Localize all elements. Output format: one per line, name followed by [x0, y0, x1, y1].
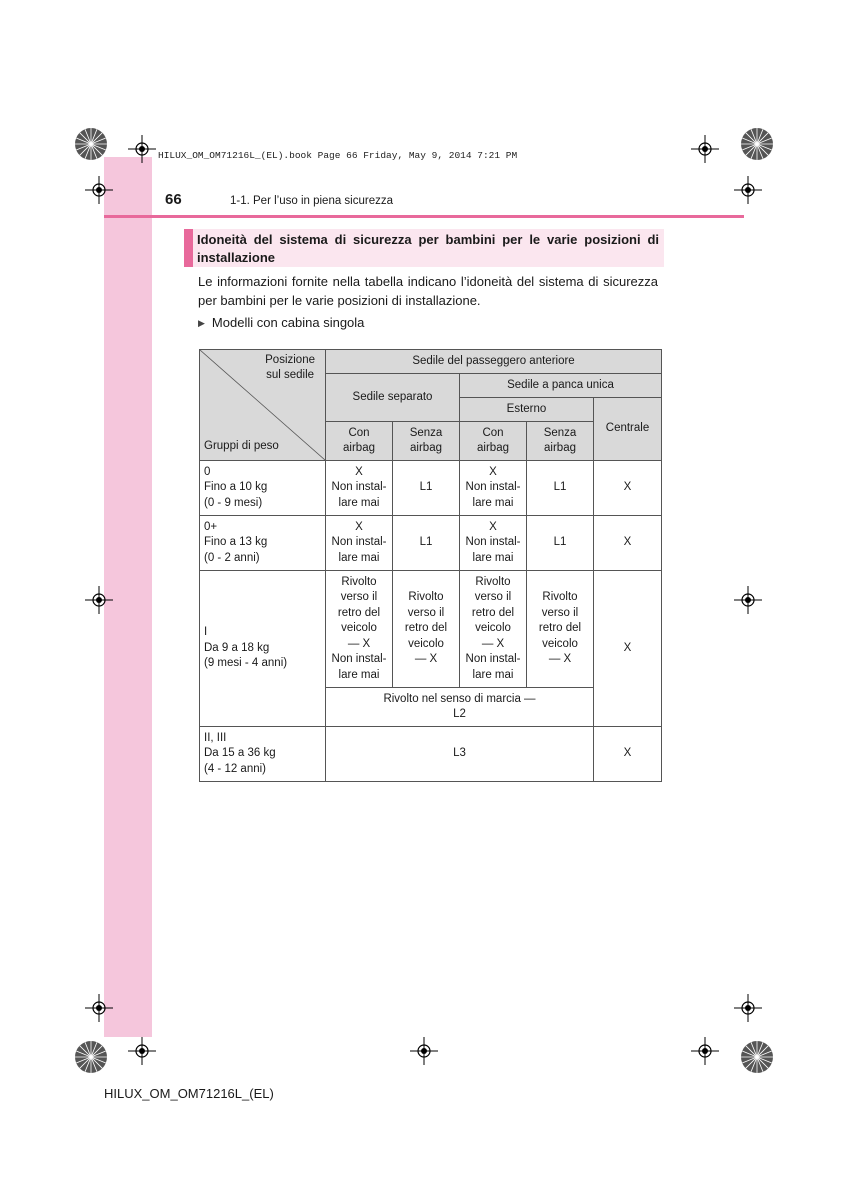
- compatibility-cell: Rivolto verso il retro del veicolo — X Non instal- lare mai: [326, 571, 393, 688]
- compatibility-cell: X: [594, 571, 662, 727]
- starburst-target-icon: [74, 127, 108, 161]
- registration-mark-icon: [410, 1037, 438, 1065]
- compatibility-cell: X Non instal- lare mai: [460, 516, 527, 571]
- registration-mark-icon: [85, 994, 113, 1022]
- registration-mark-icon: [734, 586, 762, 614]
- without-airbag-header: Senza airbag: [393, 422, 460, 461]
- registration-mark-icon: [734, 994, 762, 1022]
- compatibility-cell: X: [594, 516, 662, 571]
- with-airbag-header: Con airbag: [460, 422, 527, 461]
- compatibility-cell: X: [594, 461, 662, 516]
- section-reference: 1-1. Per l’uso in piena sicurezza: [230, 195, 393, 207]
- compatibility-cell: L1: [393, 461, 460, 516]
- compatibility-cell: L1: [527, 461, 594, 516]
- front-passenger-seat-header: Sedile del passeggero anteriore: [326, 350, 662, 374]
- weight-group-cell: II, III Da 15 a 36 kg (4 - 12 anni): [200, 727, 326, 782]
- outer-header: Esterno: [460, 398, 594, 422]
- center-header: Centrale: [594, 398, 662, 461]
- compatibility-cell: X Non instal- lare mai: [460, 461, 527, 516]
- triangle-bullet-icon: ▶: [198, 318, 205, 328]
- weight-group-label: Gruppi di peso: [204, 439, 279, 452]
- starburst-target-icon: [740, 1040, 774, 1074]
- forward-facing-cell: Rivolto nel senso di marcia — L2: [326, 688, 594, 727]
- registration-mark-icon: [691, 1037, 719, 1065]
- registration-mark-icon: [128, 1037, 156, 1065]
- section-heading: Idoneità del sistema di sicurezza per bambini per le varie posizioni di installazione: [197, 232, 659, 265]
- registration-mark-icon: [85, 176, 113, 204]
- compatibility-cell: Rivolto verso il retro del veicolo — X Non instal- lare mai: [460, 571, 527, 688]
- table-row: [200, 571, 662, 688]
- compatibility-cell: X Non instal- lare mai: [326, 516, 393, 571]
- compatibility-cell: X Non instal- lare mai: [326, 461, 393, 516]
- table-row: [200, 727, 662, 782]
- print-info-line: HILUX_OM_OM71216L_(EL).book Page 66 Friday, May 9, 2014 7:21 PM: [158, 150, 518, 161]
- starburst-target-icon: [740, 127, 774, 161]
- registration-mark-icon: [734, 176, 762, 204]
- compatibility-cell: Rivolto verso il retro del veicolo — X: [393, 571, 460, 688]
- weight-group-cell: 0+ Fino a 13 kg (0 - 2 anni): [200, 516, 326, 571]
- with-airbag-header: Con airbag: [326, 422, 393, 461]
- table-row: [200, 461, 662, 516]
- compatibility-cell: X: [594, 727, 662, 782]
- registration-mark-icon: [128, 135, 156, 163]
- bench-seat-header: Sedile a panca unica: [460, 374, 662, 398]
- compatibility-cell: L3: [326, 727, 594, 782]
- bullet-text: Modelli con cabina singola: [211, 315, 365, 330]
- separate-seat-header: Sedile separato: [326, 374, 460, 422]
- table-corner-cell: [200, 350, 326, 461]
- page-number: 66: [165, 191, 182, 208]
- seat-position-label: Posizione sul sedile: [265, 354, 315, 381]
- compatibility-table: [199, 349, 662, 782]
- footer-document-code: HILUX_OM_OM71216L_(EL): [104, 1086, 274, 1101]
- compatibility-cell: L1: [527, 516, 594, 571]
- without-airbag-header: Senza airbag: [527, 422, 594, 461]
- compatibility-cell: L1: [393, 516, 460, 571]
- intro-paragraph: Le informazioni fornite nella tabella indicano l’idoneità del sistema di sicurezza per bambini per le varie posizioni di installazione.: [198, 274, 658, 308]
- weight-group-cell: I Da 9 a 18 kg (9 mesi - 4 anni): [200, 571, 326, 727]
- model-bullet: [198, 315, 364, 330]
- header-rule: [104, 215, 744, 218]
- registration-mark-icon: [85, 586, 113, 614]
- table-row: [200, 516, 662, 571]
- registration-mark-icon: [691, 135, 719, 163]
- compatibility-cell: Rivolto verso il retro del veicolo — X: [527, 571, 594, 688]
- starburst-target-icon: [74, 1040, 108, 1074]
- weight-group-cell: 0 Fino a 10 kg (0 - 9 mesi): [200, 461, 326, 516]
